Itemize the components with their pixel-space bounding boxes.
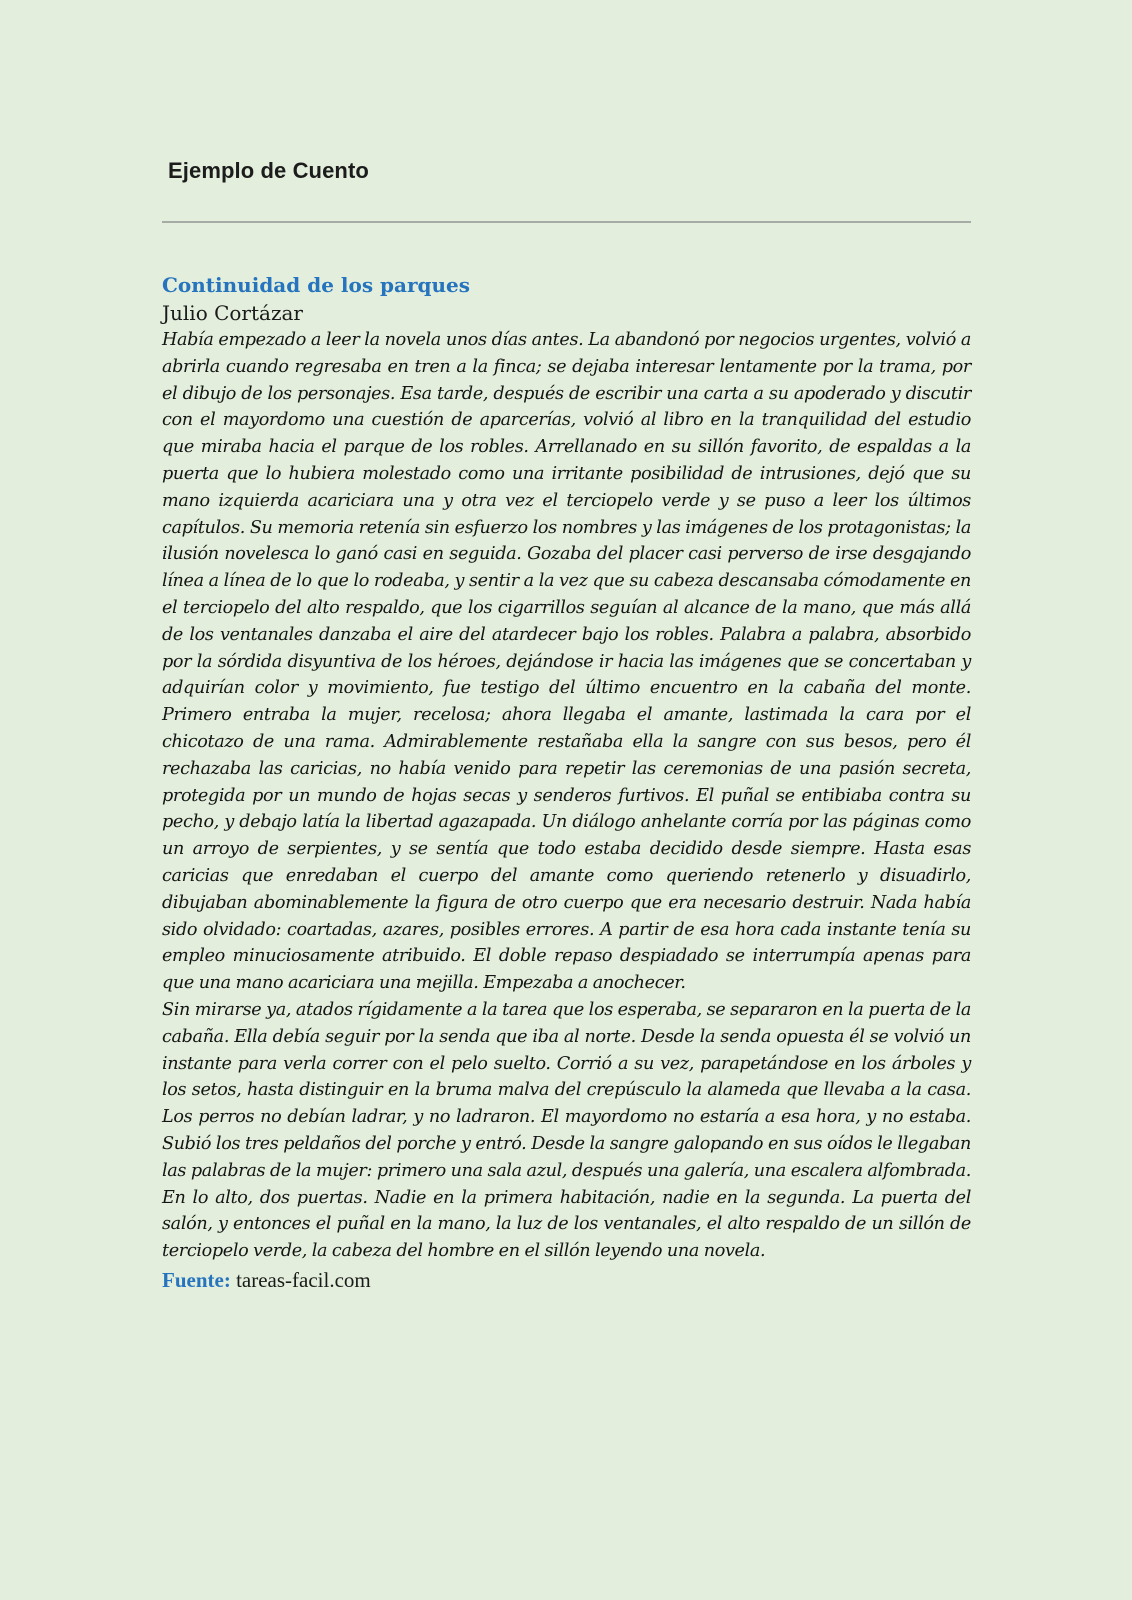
story-title: Continuidad de los parques xyxy=(162,273,471,297)
story-paragraph-2: Sin mirarse ya, atados rígidamente a la tarea que los esperaba, se separaron en la puerta de la cabaña. Ella debía seguir por la senda que iba al norte. Desde la senda opuesta él se volvió un instante para verla correr con el pelo suelto. Corrió a su vez, parapetándose en los árboles y los setos, hasta distinguir en la bruma malva del crepúsculo la alameda que llevaba a la casa. Los perros no debían ladrar, y no ladraron. El mayordomo no estaría a esa hora, y no estaba. Subió los tres peldaños del porche y entró. Desde la sangre galopando en sus oídos le llegaban las palabras de la mujer: primero una sala azul, después una galería, una escalera alfombrada. En lo alto, dos puertas. Nadie en la primera habitación, nadie en la segunda. La puerta del salón, y entonces el puñal en la mano, la luz de los ventanales, el alto respaldo de un sillón de terciopelo verde, la cabeza del hombre en el sillón leyendo una novela. xyxy=(162,999,971,1262)
source-value: tareas-facil.com xyxy=(236,1267,371,1292)
story-paragraph-1: Había empezado a leer la novela unos días antes. La abandonó por negocios urgentes, volvió a abrirla cuando regresaba en tren a la finca; se dejaba interesar lentamente por la trama, por el dibujo de los personajes. Esa tarde, después de escribir una carta a su apoderado y discutir con el mayordomo una cuestión de aparcerías, volvió al libro en la tranquilidad del estudio que miraba hacia el parque de los robles. Arrellanado en su sillón favorito, de espaldas a la puerta que lo hubiera molestado como una irritante posibilidad de intrusiones, dejó que su mano izquierda acariciara una y otra vez el terciopelo verde y se puso a leer los últimos capítulos. Su memoria retenía sin esfuerzo los nombres y las imágenes de los protagonistas; la ilusión novelesca lo ganó casi en seguida. Gozaba del placer casi perverso de irse desgajando línea a línea de lo que lo rodeaba, y sentir a la vez que su cabeza descansaba cómodamente en el terciopelo del alto respaldo, que los cigarrillos seguían al alcance de la mano, que más allá de los ventanales danzaba el aire del atardecer bajo los robles. Palabra a palabra, absorbido por la sórdida disyuntiva de los héroes, dejándose ir hacia las imágenes que se concertaban y adquirían color y movimiento, fue testigo del último encuentro en la cabaña del monte. Primero entraba la mujer, recelosa; ahora llegaba el amante, lastimada la cara por el chicotazo de una rama. Admirablemente restañaba ella la sangre con sus besos, pero él rechazaba las caricias, no había venido para repetir las ceremonias de una pasión secreta, protegida por un mundo de hojas secas y senderos furtivos. El puñal se entibiaba contra su pecho, y debajo latía la libertad agazapada. Un diálogo anhelante corría por las páginas como un arroyo de serpientes, y se sentía que todo estaba decidido desde siempre. Hasta esas caricias que enredaban el cuerpo del amante como queriendo retenerlo y disuadirlo, dibujaban abominablemente la figura de otro cuerpo que era necesario destruir. Nada había sido olvidado: coartadas, azares, posibles errores. A partir de esa hora cada instante tenía su empleo minuciosamente atribuido. El doble repaso despiadado se interrumpía apenas para que una mano acariciara una mejilla. Empezaba a anochecer. xyxy=(162,330,971,994)
source-label: Fuente: xyxy=(162,1267,231,1292)
document-body xyxy=(162,270,971,1295)
header-divider xyxy=(162,221,971,223)
source-line xyxy=(162,1265,971,1295)
story-author: Julio Cortázar xyxy=(162,301,303,325)
page-header-title: Ejemplo de Cuento xyxy=(168,158,369,183)
